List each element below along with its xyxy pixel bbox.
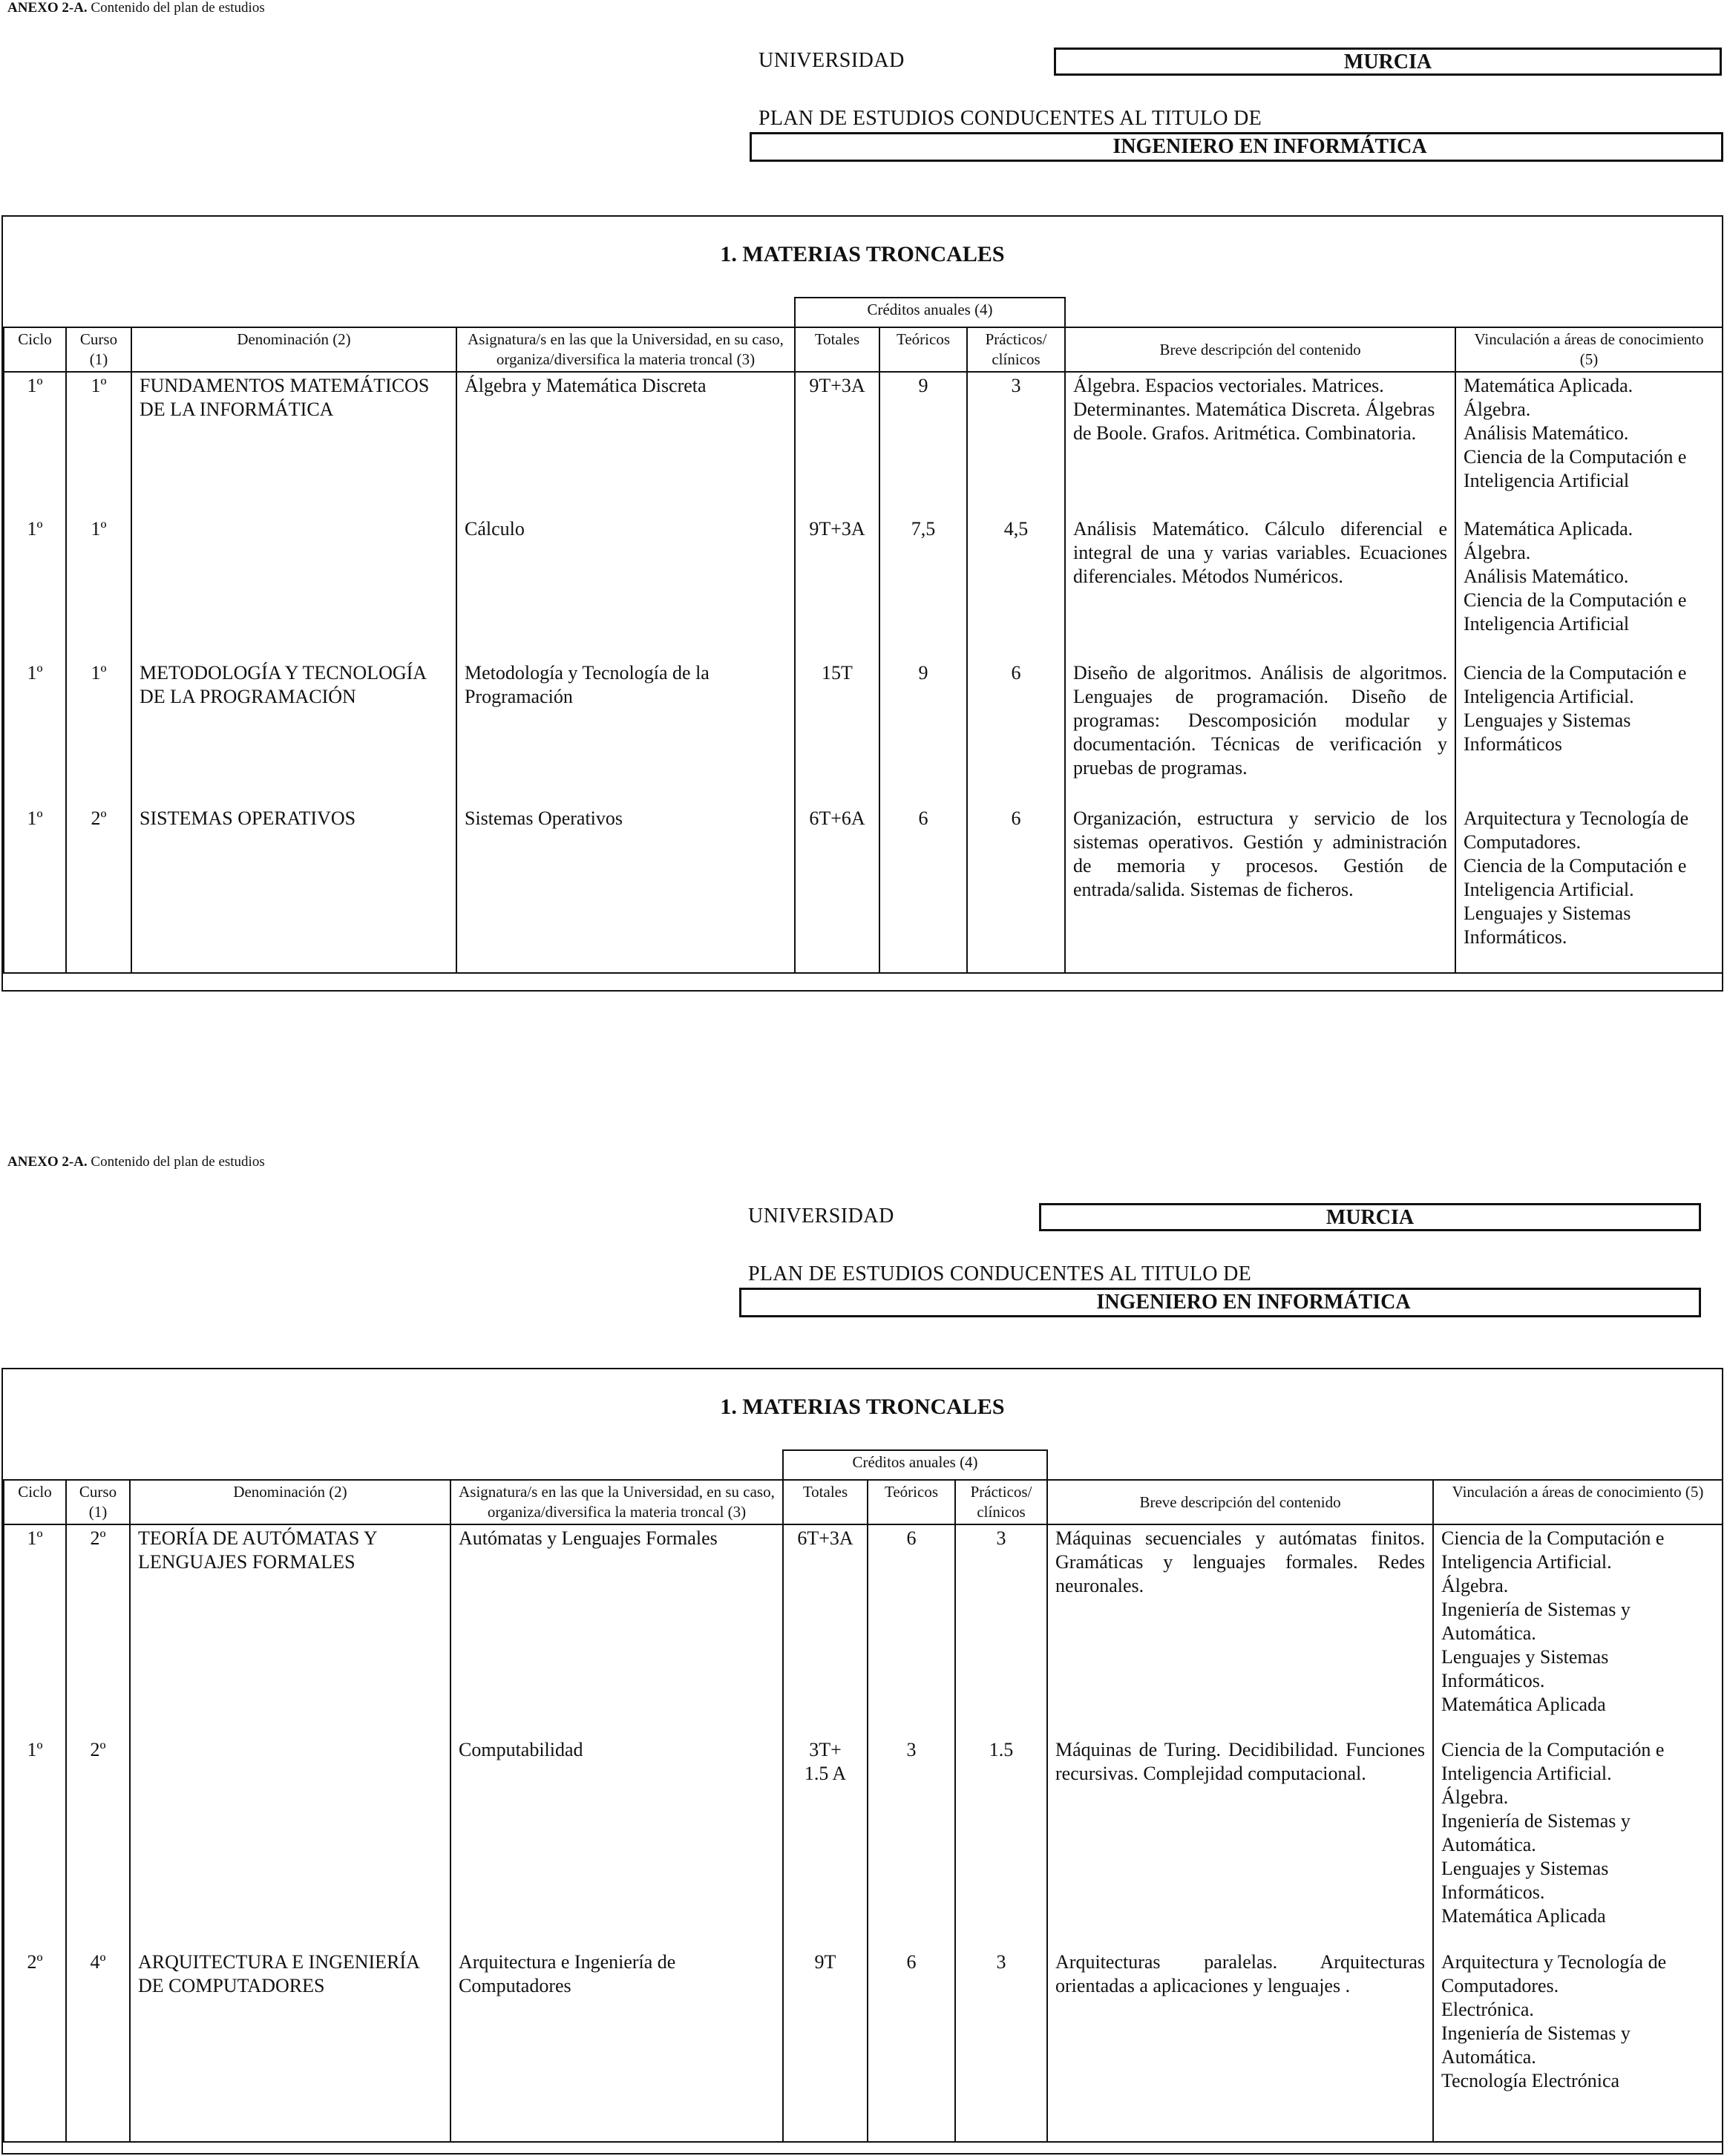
cell-asignatura: Autómatas y Lenguajes Formales (450, 1524, 783, 1737)
section-title: 1. MATERIAS TRONCALES (720, 242, 1005, 266)
cell-denominacion: TEORÍA DE AUTÓMATAS Y LENGUAJES FORMALES (130, 1524, 450, 1737)
cell-vinculacion: Ciencia de la Computación e Inteligencia Artificial. Álgebra. Ingeniería de Sistemas y Automática. Lenguajes y Sistemas Informáticos. Matemática Aplicada (1433, 1737, 1723, 1949)
cell-descripcion: Máquinas secuenciales y autómatas finitos. Gramáticas y lenguajes formales. Redes neuronales. (1047, 1524, 1433, 1737)
annex-bold: ANEXO 2-A. (7, 0, 88, 16)
cell-asignatura: Arquitectura e Ingeniería de Computadores (450, 1949, 783, 2142)
cell-vinculacion: Ciencia de la Computación e Inteligencia Artificial. Álgebra. Ingeniería de Sistemas y Automática. Lenguajes y Sistemas Informáticos. Matemática Aplicada (1433, 1524, 1723, 1737)
cell-totales: 6T+3A (783, 1524, 868, 1737)
university-value: MURCIA (1039, 1203, 1701, 1231)
credits-header: Créditos anuales (4) (795, 298, 1065, 327)
cell-curso: 2º (66, 1524, 130, 1737)
cell-curso: 2º (66, 805, 131, 973)
col-practicos: Prácticos/ clínicos (967, 327, 1065, 372)
cell-teoricos: 3 (868, 1737, 955, 1949)
cell-practicos: 4,5 (967, 516, 1065, 660)
col-practicos: Prácticos/ clínicos (955, 1480, 1047, 1524)
cell-descripcion: Organización, estructura y servicio de los sistemas operativos. Gestión y administración de memoria y procesos. Gestión de entrada/salida. Sistemas de ficheros. (1065, 805, 1455, 973)
cell-asignatura: Cálculo (456, 516, 795, 660)
col-totales: Totales (795, 327, 879, 372)
cell-curso: 4º (66, 1949, 130, 2142)
col-descripcion: Breve descripción del contenido (1065, 327, 1455, 372)
cell-curso: 1º (66, 660, 131, 805)
subjects-sheet (1, 1368, 1723, 2155)
col-denominacion: Denominación (2) (131, 327, 456, 372)
col-asignatura: Asignatura/s en las que la Universidad, en su caso, organiza/diversifica la materia troncal (3) (450, 1480, 783, 1524)
cell-vinculacion: Arquitectura y Tecnología de Computadores. Ciencia de la Computación e Inteligencia Artificial. Lenguajes y Sistemas Informáticos. (1455, 805, 1723, 973)
cell-asignatura: Sistemas Operativos (456, 805, 795, 973)
cell-practicos: 3 (955, 1524, 1047, 1737)
cell-totales: 9T (783, 1949, 868, 2142)
annex-text: Contenido del plan de estudios (91, 1154, 265, 1170)
cell-teoricos: 6 (868, 1524, 955, 1737)
col-vinculacion: Vinculación a áreas de conocimiento (5) (1455, 327, 1723, 372)
cell-practicos: 6 (967, 660, 1065, 805)
col-ciclo: Ciclo (4, 327, 66, 372)
cell-teoricos: 9 (879, 372, 967, 516)
cell-teoricos: 6 (868, 1949, 955, 2142)
cell-curso: 1º (66, 516, 131, 660)
table-row (4, 805, 1723, 973)
cell-descripcion: Análisis Matemático. Cálculo diferencial e integral de una y varias variables. Ecuaciones diferenciales. Métodos Numéricos. (1065, 516, 1455, 660)
header-spacer-right (1047, 1450, 1723, 1480)
cell-descripcion: Diseño de algoritmos. Análisis de algoritmos. Lenguajes de programación. Diseño de programas: Descomposición modular y documentación. Técnicas de verificación y pruebas de programas. (1065, 660, 1455, 805)
col-descripcion: Breve descripción del contenido (1047, 1480, 1433, 1524)
university-label: UNIVERSIDAD (748, 1205, 894, 1228)
header-spacer (4, 298, 795, 327)
cell-denominacion (130, 1737, 450, 1949)
cell-curso: 1º (66, 372, 131, 516)
cell-ciclo: 1º (4, 516, 66, 660)
cell-denominacion (131, 516, 456, 660)
cell-practicos: 6 (967, 805, 1065, 973)
cell-teoricos: 7,5 (879, 516, 967, 660)
annex-text: Contenido del plan de estudios (91, 0, 265, 16)
cell-asignatura: Computabilidad (450, 1737, 783, 1949)
cell-curso: 2º (66, 1737, 130, 1949)
section-title: 1. MATERIAS TRONCALES (720, 1395, 1005, 1419)
table-row (4, 1949, 1723, 2142)
col-teoricos: Teóricos (879, 327, 967, 372)
col-totales: Totales (783, 1480, 868, 1524)
col-curso: Curso (1) (66, 1480, 130, 1524)
cell-descripcion: Arquitecturas paralelas. Arquitecturas orientadas a aplicaciones y lenguajes . (1047, 1949, 1433, 2142)
col-vinculacion: Vinculación a áreas de conocimiento (5) (1433, 1480, 1723, 1524)
table-row (4, 516, 1723, 660)
table-row (4, 1737, 1723, 1949)
cell-ciclo: 2º (4, 1949, 66, 2142)
col-denominacion: Denominación (2) (130, 1480, 450, 1524)
cell-denominacion: METODOLOGÍA Y TECNOLOGÍA DE LA PROGRAMACIÓN (131, 660, 456, 805)
cell-teoricos: 9 (879, 660, 967, 805)
university-label: UNIVERSIDAD (758, 49, 905, 72)
col-ciclo: Ciclo (4, 1480, 66, 1524)
cell-ciclo: 1º (4, 1737, 66, 1949)
cell-totales: 15T (795, 660, 879, 805)
subjects-table (3, 1449, 1723, 2143)
cell-practicos: 1.5 (955, 1737, 1047, 1949)
credits-header: Créditos anuales (4) (783, 1450, 1047, 1480)
degree-title: INGENIERO EN INFORMÁTICA (750, 132, 1723, 162)
col-teoricos: Teóricos (868, 1480, 955, 1524)
col-curso: Curso (1) (66, 327, 131, 372)
cell-totales: 3T+ 1.5 A (783, 1737, 868, 1949)
cell-practicos: 3 (967, 372, 1065, 516)
cell-descripcion: Máquinas de Turing. Decidibilidad. Funciones recursivas. Complejidad computacional. (1047, 1737, 1433, 1949)
cell-teoricos: 6 (879, 805, 967, 973)
annex-header (7, 0, 265, 16)
table-row (4, 660, 1723, 805)
cell-asignatura: Metodología y Tecnología de la Programación (456, 660, 795, 805)
plan-label: PLAN DE ESTUDIOS CONDUCENTES AL TITULO DE (748, 1262, 1252, 1285)
cell-vinculacion: Ciencia de la Computación e Inteligencia Artificial. Lenguajes y Sistemas Informáticos (1455, 660, 1723, 805)
cell-vinculacion: Arquitectura y Tecnología de Computadores. Electrónica. Ingeniería de Sistemas y Automática. Tecnología Electrónica (1433, 1949, 1723, 2142)
cell-ciclo: 1º (4, 1524, 66, 1737)
cell-vinculacion: Matemática Aplicada. Álgebra. Análisis Matemático. Ciencia de la Computación e Inteligencia Artificial (1455, 516, 1723, 660)
plan-label: PLAN DE ESTUDIOS CONDUCENTES AL TITULO DE (758, 107, 1262, 130)
cell-vinculacion: Matemática Aplicada. Álgebra. Análisis Matemático. Ciencia de la Computación e Inteligencia Artificial (1455, 372, 1723, 516)
subjects-sheet (1, 215, 1723, 992)
header-spacer-right (1065, 298, 1723, 327)
cell-ciclo: 1º (4, 660, 66, 805)
cell-denominacion: SISTEMAS OPERATIVOS (131, 805, 456, 973)
annex-bold: ANEXO 2-A. (7, 1154, 88, 1170)
cell-ciclo: 1º (4, 372, 66, 516)
cell-asignatura: Álgebra y Matemática Discreta (456, 372, 795, 516)
cell-denominacion: FUNDAMENTOS MATEMÁTICOS DE LA INFORMÁTICA (131, 372, 456, 516)
cell-denominacion: ARQUITECTURA E INGENIERÍA DE COMPUTADORES (130, 1949, 450, 2142)
header-spacer (4, 1450, 783, 1480)
cell-ciclo: 1º (4, 805, 66, 973)
subjects-table (3, 297, 1723, 974)
cell-totales: 6T+6A (795, 805, 879, 973)
cell-totales: 9T+3A (795, 516, 879, 660)
col-asignatura: Asignatura/s en las que la Universidad, en su caso, organiza/diversifica la materia troncal (3) (456, 327, 795, 372)
annex-header (7, 1154, 265, 1170)
cell-descripcion: Álgebra. Espacios vectoriales. Matrices. Determinantes. Matemática Discreta. Álgebras de Boole. Grafos. Aritmética. Combinatoria. (1065, 372, 1455, 516)
table-row (4, 1524, 1723, 1737)
table-row (4, 372, 1723, 516)
cell-totales: 9T+3A (795, 372, 879, 516)
degree-title: INGENIERO EN INFORMÁTICA (739, 1288, 1701, 1317)
cell-practicos: 3 (955, 1949, 1047, 2142)
university-value: MURCIA (1054, 47, 1722, 76)
